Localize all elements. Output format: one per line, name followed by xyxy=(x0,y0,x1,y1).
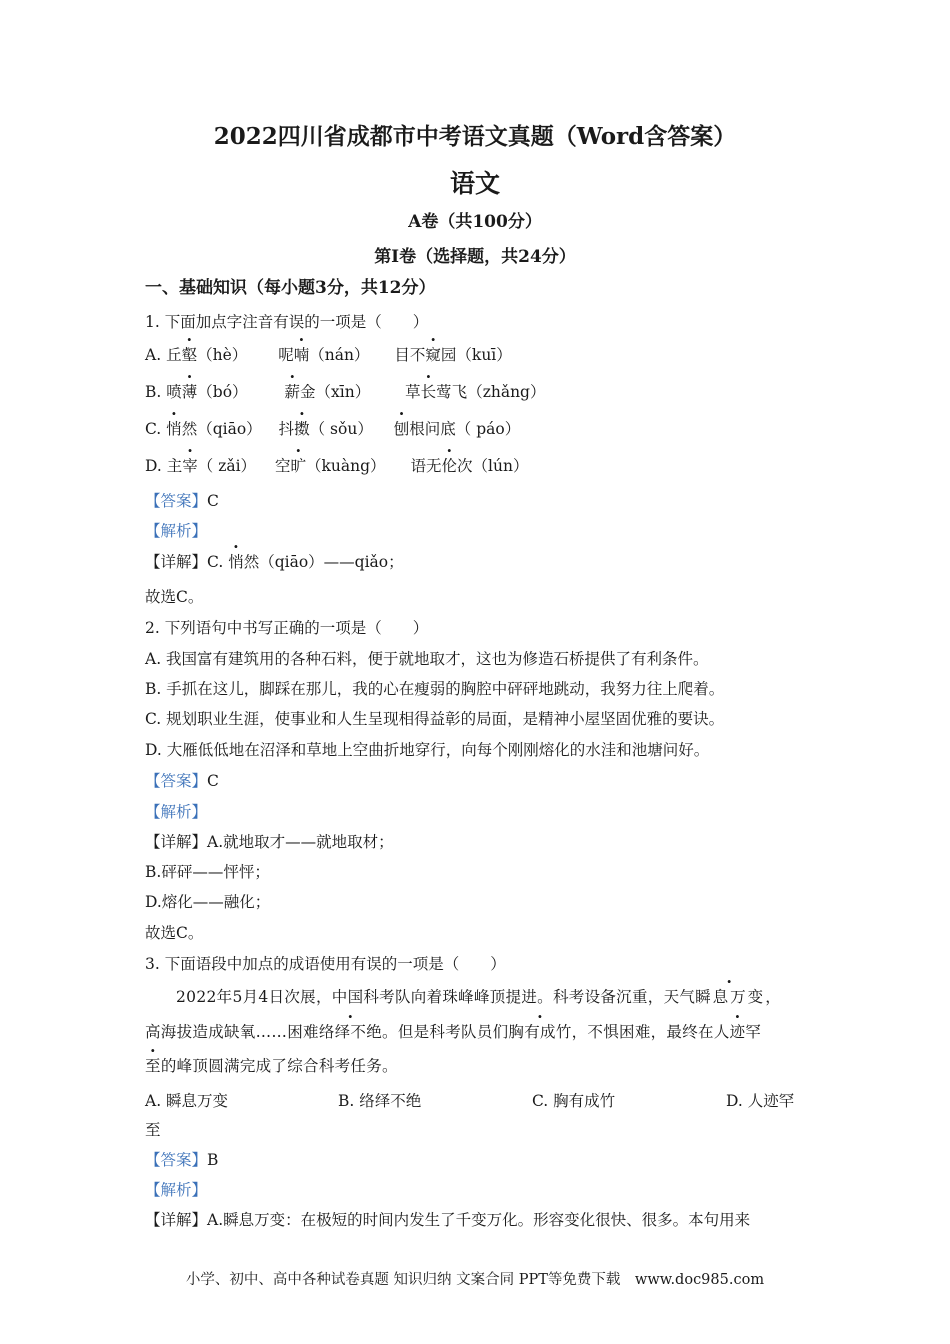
volume-a-heading: A卷（共100分） xyxy=(408,212,542,232)
answer-value: C xyxy=(207,772,219,790)
passage-text: 。但是科考队员们 xyxy=(382,1023,509,1041)
pinyin: （nán） xyxy=(309,346,370,364)
passage-text: 2022年5月4日次展，中国科考队向着珠峰峰顶提进。科考设备沉重，天气 xyxy=(176,988,696,1006)
detail-text: A.就地取才——就地取材； xyxy=(207,833,394,851)
pinyin: （ sǒu） xyxy=(309,420,373,438)
answer-tag: 【答案】 xyxy=(145,772,208,790)
dotted-char: 窥 xyxy=(425,346,441,364)
dotted-char: 壑 xyxy=(181,346,198,364)
q2-analysis-tag: 【解析】 xyxy=(145,803,208,821)
word-text: 园 xyxy=(440,346,457,364)
pinyin: （kuī） xyxy=(456,346,512,364)
q1-option-a xyxy=(145,345,512,365)
word-text: 语无 xyxy=(410,457,442,475)
q2-option-b: B. 手抓在这儿，脚踩在那儿，我的心在瘦弱的胸腔中砰砰地跳动，我努力往上爬着。 xyxy=(145,680,725,698)
volume-1-heading: 第Ⅰ卷（选择题，共24分） xyxy=(374,247,576,267)
dotted-idiom: 胸有成竹 xyxy=(508,1023,572,1041)
passage-text: ， xyxy=(765,988,781,1006)
subject-heading: 语文 xyxy=(449,169,500,198)
word-text: 抖 xyxy=(278,420,295,438)
passage-text: 高海拔造成缺氧……困难 xyxy=(145,1023,319,1041)
q2-detail-2: B.砰砰——怦怦； xyxy=(145,863,270,881)
dotted-char: 刨 xyxy=(393,420,410,438)
dotted-idiom: 人迹罕 xyxy=(713,1023,762,1041)
pinyin: （ páo） xyxy=(455,420,521,438)
dotted-char: 伦 xyxy=(441,457,458,475)
dotted-char: 悄 xyxy=(166,420,182,438)
option-label: A. xyxy=(145,346,167,364)
answer-tag: 【答案】 xyxy=(145,1151,208,1169)
q3-analysis-tag: 【解析】 xyxy=(145,1181,208,1199)
pinyin: （lún） xyxy=(472,457,529,475)
option-label: C. xyxy=(145,420,167,438)
section-1-title: 一、基础知识（每小题3分，共12分） xyxy=(145,278,436,298)
detail-tag: 【详解】 xyxy=(145,553,208,571)
q1-answer xyxy=(145,491,219,511)
dotted-char: 长 xyxy=(420,383,437,401)
q2-answer xyxy=(145,771,219,791)
dotted-char: 擞 xyxy=(294,420,310,438)
pinyin: （hè） xyxy=(197,346,248,364)
pinyin: （xīn） xyxy=(315,383,371,401)
word-text: 呢 xyxy=(278,346,294,364)
q1-conclusion: 故选C。 xyxy=(145,588,204,606)
dotted-char: 旷 xyxy=(290,457,307,475)
dotted-char: 至 xyxy=(145,1057,161,1075)
pinyin: （bó） xyxy=(197,383,248,401)
passage-text: ，不惧困难，最终在 xyxy=(571,1023,714,1041)
word-text: 空 xyxy=(275,457,291,475)
pinyin: （zhǎng） xyxy=(467,383,546,401)
answer-tag: 【答案】 xyxy=(145,492,208,510)
q3-passage-line-3 xyxy=(145,1056,398,1076)
dotted-char: 薪 xyxy=(284,383,300,401)
word-text: 次 xyxy=(457,457,473,475)
answer-value: B xyxy=(207,1151,219,1169)
dotted-idiom: 瞬息万变 xyxy=(695,988,766,1006)
word-text: 喷 xyxy=(166,383,182,401)
dotted-char: 薄 xyxy=(181,383,198,401)
q3-option-d: D. 人迹罕 xyxy=(726,1092,795,1110)
detail-text: 然（qiāo）——qiǎo； xyxy=(243,553,404,571)
q2-option-d: D. 大雁低低地在沼泽和草地上空曲折地穿行，向每个刚刚熔化的水洼和池塘问好。 xyxy=(145,741,710,759)
passage-text: 的峰顶圆满完成了综合科考任务。 xyxy=(160,1057,398,1075)
option-label: D. xyxy=(145,457,167,475)
q2-stem: 2. 下列语句中书写正确的一项是（ ） xyxy=(145,619,429,637)
q3-option-c: C. 胸有成竹 xyxy=(532,1092,616,1110)
option-label: B. xyxy=(145,383,167,401)
q1-stem: 1. 下面加点字注音有误的一项是（ ） xyxy=(145,313,429,331)
detail-text: C. xyxy=(207,553,229,571)
page-footer: 小学、初中、高中各种试卷真题 知识归纳 文案合同 PPT等免费下载 www.doc985.com xyxy=(185,1272,765,1288)
dotted-char: 悄 xyxy=(228,553,244,571)
dotted-idiom: 络绎不绝 xyxy=(318,1023,383,1041)
pinyin: （kuàng） xyxy=(306,457,386,475)
q2-detail-1 xyxy=(145,832,394,852)
q2-option-c: C. 规划职业生涯，使事业和人生呈现相得益彰的局面，是精神小屋坚固优雅的要诀。 xyxy=(145,710,725,728)
q3-answer xyxy=(145,1150,218,1170)
q1-option-c xyxy=(145,419,520,439)
q1-option-d xyxy=(145,456,528,476)
q3-stem: 3. 下面语段中加点的成语使用有误的一项是（ ） xyxy=(145,955,506,973)
detail-tag: 【详解】 xyxy=(145,1211,208,1229)
q3-passage-line-1 xyxy=(176,987,781,1007)
dotted-char: 喃 xyxy=(293,346,310,364)
word-text: 目不 xyxy=(394,346,426,364)
word-text: 主 xyxy=(166,457,183,475)
dotted-char: 宰 xyxy=(182,457,198,475)
detail-text: A.瞬息万变：在极短的时间内发生了千变万化。形容变化很快、很多。本句用来 xyxy=(207,1211,751,1229)
q3-option-a: A. 瞬息万变 xyxy=(145,1092,229,1110)
word-text: 根问底 xyxy=(409,420,456,438)
pinyin: （ zǎi） xyxy=(197,457,257,475)
q3-detail xyxy=(145,1210,750,1230)
q3-option-d-wrap: 至 xyxy=(145,1121,161,1139)
q2-option-a: A. 我国富有建筑用的各种石料，便于就地取才，这也为修造石桥提供了有利条件。 xyxy=(145,650,709,668)
word-text: 莺飞 xyxy=(436,383,468,401)
q3-passage-line-2 xyxy=(145,1022,761,1042)
word-text: 草 xyxy=(405,383,421,401)
word-text: 金 xyxy=(300,383,316,401)
document-title: 2022四川省成都市中考语文真题（Word含答案） xyxy=(213,123,737,150)
q2-detail-3: D.熔化——融化； xyxy=(145,893,271,911)
answer-value: C xyxy=(207,492,219,510)
q2-conclusion: 故选C。 xyxy=(145,924,204,942)
q1-detail xyxy=(145,552,404,572)
q1-analysis-tag: 【解析】 xyxy=(145,522,208,540)
pinyin: （qiāo） xyxy=(197,420,262,438)
word-text: 然 xyxy=(181,420,198,438)
q3-option-b: B. 络绎不绝 xyxy=(338,1092,422,1110)
q1-option-b xyxy=(145,382,545,402)
detail-tag: 【详解】 xyxy=(145,833,208,851)
word-text: 丘 xyxy=(166,346,182,364)
